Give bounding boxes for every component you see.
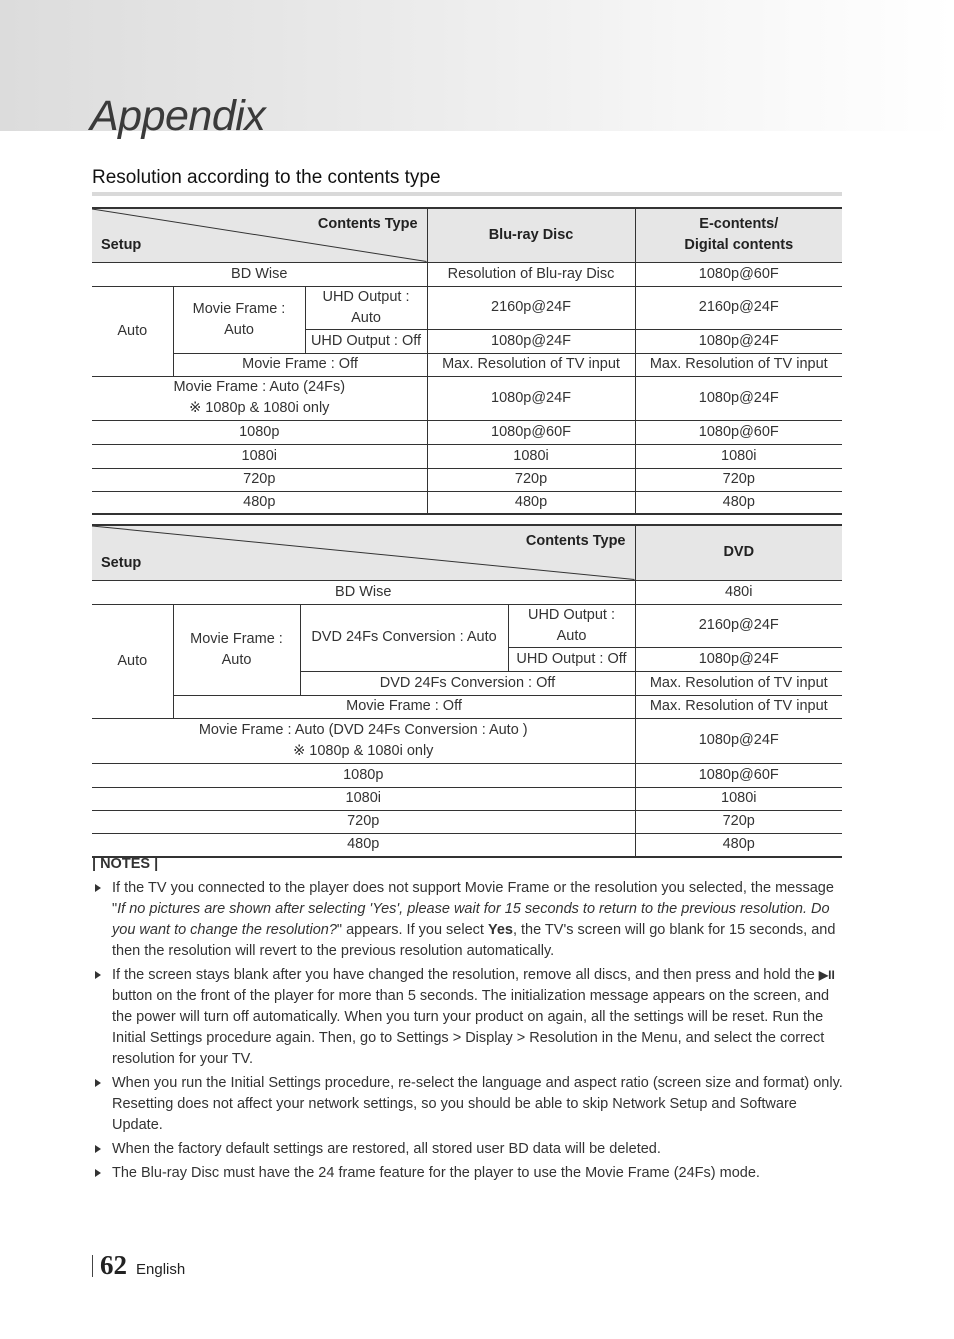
value-cell: 1080p@24F (427, 329, 635, 353)
value-cell: 720p (427, 468, 635, 491)
setup-cell: 1080i (92, 787, 635, 810)
header-contents-type: Contents Type (317, 216, 418, 232)
table-row (92, 376, 842, 420)
value-cell: Max. Resolution of TV input (635, 695, 842, 718)
setup-cell: UHD Output : Auto (508, 604, 635, 647)
setup-cell: DVD 24Fs Conversion : Off (300, 671, 635, 695)
chapter-title: Appendix (90, 92, 266, 140)
table-row (92, 420, 842, 444)
header-dvd: DVD (635, 525, 842, 580)
header-setup: Setup (101, 554, 142, 571)
page-number: 62 (100, 1250, 127, 1280)
value-cell: Resolution of Blu-ray Disc (427, 262, 635, 286)
setup-cell: UHD Output : Auto (305, 286, 427, 329)
page-language: English (136, 1261, 186, 1278)
note-item: When you run the Initial Settings procedure, re-select the language and aspect ratio (screen size and format) only. Resetting does not affect your network settings, so you should be able to skip Network Setup and Software Update. (92, 1073, 844, 1136)
note-item: If the screen stays blank after you have changed the resolution, remove all discs, and then press and hold the ▶II button on the front of the player for more than 5 seconds. The initialization message appears on the screen, and the power will turn off automatically. When you turn your product on again, all the settings will be reset. Run the Initial Settings procedure again. Then, go to Settings > Display > Resolution in the Menu, and select the correct resolution for your TV. (92, 965, 844, 1070)
table-row (92, 444, 842, 468)
note-item: If the TV you connected to the player does not support Movie Frame or the resolution you selected, the message "If no pictures are shown after selecting 'Yes', please wait for 15 seconds to return to the previous resolution. Do you want to change the resolution?" appears. If you select Yes, the TV's screen will go blank for 15 seconds, and then the resolution will revert to the previous resolution automatically. (92, 878, 844, 962)
setup-cell: Movie Frame : Auto (173, 286, 305, 353)
value-cell: 2160p@24F (427, 286, 635, 329)
table-header-row (92, 525, 842, 580)
table-row (92, 787, 842, 810)
value-cell: 480p (635, 491, 842, 514)
setup-cell: 720p (92, 468, 427, 491)
setup-cell: UHD Output : Off (305, 329, 427, 353)
footer-divider (92, 1255, 93, 1277)
value-cell: 480i (635, 580, 842, 604)
setup-cell: Movie Frame : Auto (173, 604, 300, 695)
setup-cell: Movie Frame : Auto (24Fs) ※ 1080p & 1080i only (92, 376, 427, 420)
value-cell: Max. Resolution of TV input (427, 353, 635, 376)
resolution-table-dvd (92, 524, 842, 858)
setup-cell: Movie Frame : Off (173, 353, 427, 376)
play-pause-icon: ▶II (818, 968, 835, 982)
notes-heading: | NOTES | (92, 856, 159, 872)
resolution-table-bluray (92, 207, 842, 515)
setup-auto-cell: Auto (92, 286, 173, 376)
setup-cell: BD Wise (92, 580, 635, 604)
value-cell: 720p (635, 810, 842, 833)
value-cell: 480p (427, 491, 635, 514)
table-row (92, 718, 842, 763)
value-cell: 1080p@24F (427, 376, 635, 420)
setup-cell: Movie Frame : Off (173, 695, 635, 718)
table-row (92, 763, 842, 787)
setup-cell: DVD 24Fs Conversion : Auto (300, 604, 508, 671)
table-row (92, 695, 842, 718)
setup-cell: 480p (92, 491, 427, 514)
section-divider (92, 192, 842, 196)
setup-cell: BD Wise (92, 262, 427, 286)
header-bluray: Blu-ray Disc (427, 208, 635, 262)
notes-section (92, 854, 844, 1187)
value-cell: 1080p@24F (635, 329, 842, 353)
bullet-arrow-icon (95, 971, 101, 979)
header-diagonal-cell (92, 525, 635, 580)
table-header-row (92, 208, 842, 262)
value-cell: 2160p@24F (635, 286, 842, 329)
bullet-arrow-icon (95, 884, 101, 892)
table-row (92, 262, 842, 286)
table-row (92, 353, 842, 376)
setup-cell: 720p (92, 810, 635, 833)
setup-cell: 1080p (92, 763, 635, 787)
header-diagonal-cell (92, 208, 427, 262)
value-cell: 1080p@60F (427, 420, 635, 444)
value-cell: 480p (635, 833, 842, 857)
value-cell: 1080p@60F (635, 262, 842, 286)
value-cell: 1080i (427, 444, 635, 468)
value-cell: 1080p@60F (635, 420, 842, 444)
section-title: Resolution according to the contents type (92, 167, 441, 188)
setup-cell: UHD Output : Off (508, 647, 635, 671)
value-cell: 1080p@24F (635, 376, 842, 420)
table-row (92, 491, 842, 514)
value-cell: Max. Resolution of TV input (635, 353, 842, 376)
setup-cell: 1080p (92, 420, 427, 444)
value-cell: 1080i (635, 787, 842, 810)
setup-auto-cell: Auto (92, 604, 173, 718)
note-item: The Blu-ray Disc must have the 24 frame feature for the player to use the Movie Frame (24Fs) mode. (92, 1163, 844, 1184)
table-row (92, 286, 842, 329)
setup-cell: Movie Frame : Auto (DVD 24Fs Conversion : Auto ) ※ 1080p & 1080i only (92, 718, 635, 763)
bullet-arrow-icon (95, 1145, 101, 1153)
table-row (92, 468, 842, 491)
value-cell: 1080p@24F (635, 718, 842, 763)
value-cell: 720p (635, 468, 842, 491)
note-item: When the factory default settings are restored, all stored user BD data will be deleted. (92, 1139, 844, 1160)
value-cell: 1080p@60F (635, 763, 842, 787)
bullet-arrow-icon (95, 1169, 101, 1177)
setup-cell: 1080i (92, 444, 427, 468)
value-cell: 2160p@24F (635, 604, 842, 647)
bullet-arrow-icon (95, 1079, 101, 1087)
table-row (92, 580, 842, 604)
value-cell: 1080p@24F (635, 647, 842, 671)
header-contents-type: Contents Type (525, 533, 626, 549)
header-setup: Setup (101, 236, 142, 253)
table-row (92, 604, 842, 647)
value-cell: 1080i (635, 444, 842, 468)
table-row (92, 810, 842, 833)
setup-cell: 480p (92, 833, 635, 857)
header-econtents: E-contents/ Digital contents (635, 208, 842, 262)
value-cell: Max. Resolution of TV input (635, 671, 842, 695)
page-footer (92, 1250, 185, 1281)
